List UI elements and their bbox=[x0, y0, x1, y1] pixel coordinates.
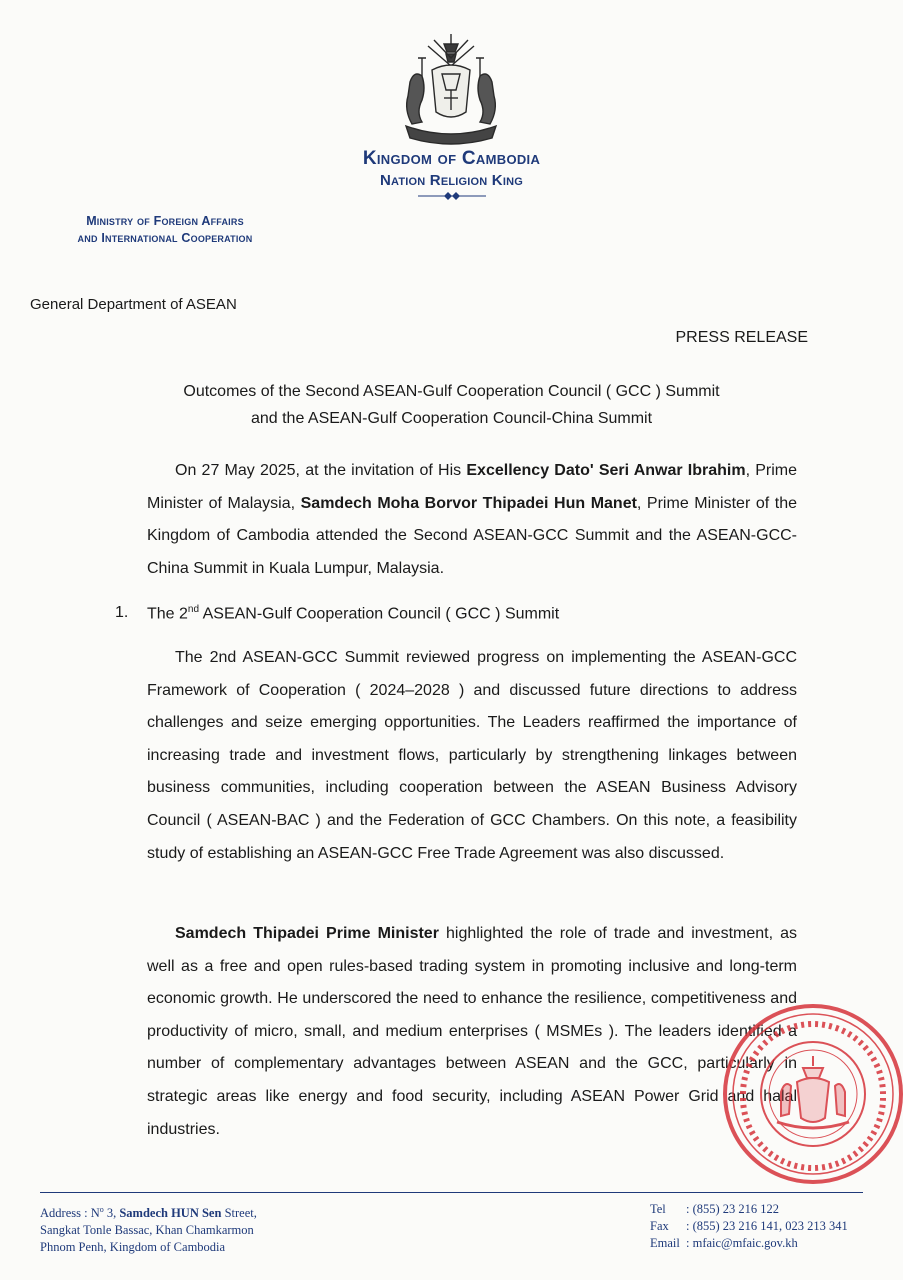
address-line-3: Phnom Penh, Kingdom of Cambodia bbox=[40, 1240, 226, 1255]
ministry-name bbox=[40, 213, 290, 247]
country-name: Kingdom of Cambodia bbox=[362, 148, 541, 169]
document-type: PRESS RELEASE bbox=[675, 329, 808, 346]
department-name: General Department of ASEAN bbox=[30, 296, 237, 313]
footer-divider bbox=[40, 1192, 863, 1193]
section-number: 1. bbox=[115, 604, 129, 621]
contact-email[interactable]: Email : mfaic@mfaic.gov.kh bbox=[650, 1236, 798, 1250]
title-line-2: and the ASEAN-Gulf Cooperation Council-China Summit bbox=[250, 410, 653, 427]
address-line-1: Address : $N^o$ 3, Samdech HUN Sen Street, bbox=[40, 1205, 257, 1221]
section-paragraph-1 bbox=[147, 642, 797, 870]
cambodia-pm-name: Samdech Moha Borvor Thipadei Hun Manet bbox=[300, 494, 637, 512]
intro-text-2: , Prime Minister of Malaysia, bbox=[147, 462, 798, 512]
divider-ornament bbox=[418, 191, 486, 201]
paragraph-2-subject: Samdech Thipadei Prime Minister bbox=[175, 925, 439, 942]
royal-coat-of-arms-icon bbox=[392, 30, 510, 152]
intro-text-3: , Prime Minister of the Kingdom of Cambodia attended the Second ASEAN-GCC Summit and the ASEAN-GCC-China Summit in Kuala Lumpur, Malaysia. bbox=[147, 494, 797, 577]
contact-fax: Fax : (855) 23 216 141, 023 213 341 bbox=[650, 1219, 848, 1233]
section-paragraph-2 bbox=[147, 918, 797, 1146]
ministry-line-2: and International Cooperation bbox=[77, 231, 253, 245]
national-motto: Nation Religion King bbox=[379, 172, 524, 189]
paragraph-2-text: highlighted the role of trade and investment, as well as a free and open rules-based trading system in promoting inclusive and long-term economic growth. He underscored the need to enhance the resilience, competitiveness and productivity of micro, small, and medium enterprises ( MSMEs ). The leaders identified a number of complementary advantages between ASEAN and the GCC, particularly in strategic areas like energy and food security, including ASEAN Power Grid and halal industries. bbox=[147, 925, 797, 1138]
paragraph-1-text: The 2nd ASEAN-GCC Summit reviewed progress on implementing the ASEAN-GCC Framework of Cooperation ( 2024–2028 ) and discussed future directions to address challenges and seize emerging opportunities. The Leaders reaffirmed the importance of increasing trade and investment flows, particularly by strengthening linkages between business communities, including cooperation between the ASEAN Business Advisory Council ( ASEAN-BAC ) and the Federation of GCC Chambers. On this note, a feasibility study of establishing an ASEAN-GCC Free Trade Agreement was also discussed. bbox=[147, 649, 797, 862]
address-line-2: Sangkat Tonle Bassac, Khan Chamkarmon bbox=[40, 1223, 254, 1238]
title-line-1: Outcomes of the Second ASEAN-Gulf Cooperation Council ( GCC ) Summit bbox=[183, 383, 720, 400]
official-seal-stamp bbox=[703, 1002, 903, 1190]
section-title: The 2nd ASEAN-Gulf Cooperation Council ( GCC ) Summit bbox=[147, 604, 560, 623]
ministry-line-1: Ministry of Foreign Affairs bbox=[86, 214, 244, 228]
contact-tel: Tel : (855) 23 216 122 bbox=[650, 1202, 780, 1216]
malaysia-pm-name: Excellency Dato' Seri Anwar Ibrahim bbox=[466, 462, 746, 479]
intro-text-1: On 27 May 2025, at the invitation of His bbox=[175, 462, 467, 479]
footer-contact bbox=[650, 1201, 848, 1252]
footer-address bbox=[40, 1201, 257, 1256]
intro-paragraph bbox=[147, 455, 797, 585]
